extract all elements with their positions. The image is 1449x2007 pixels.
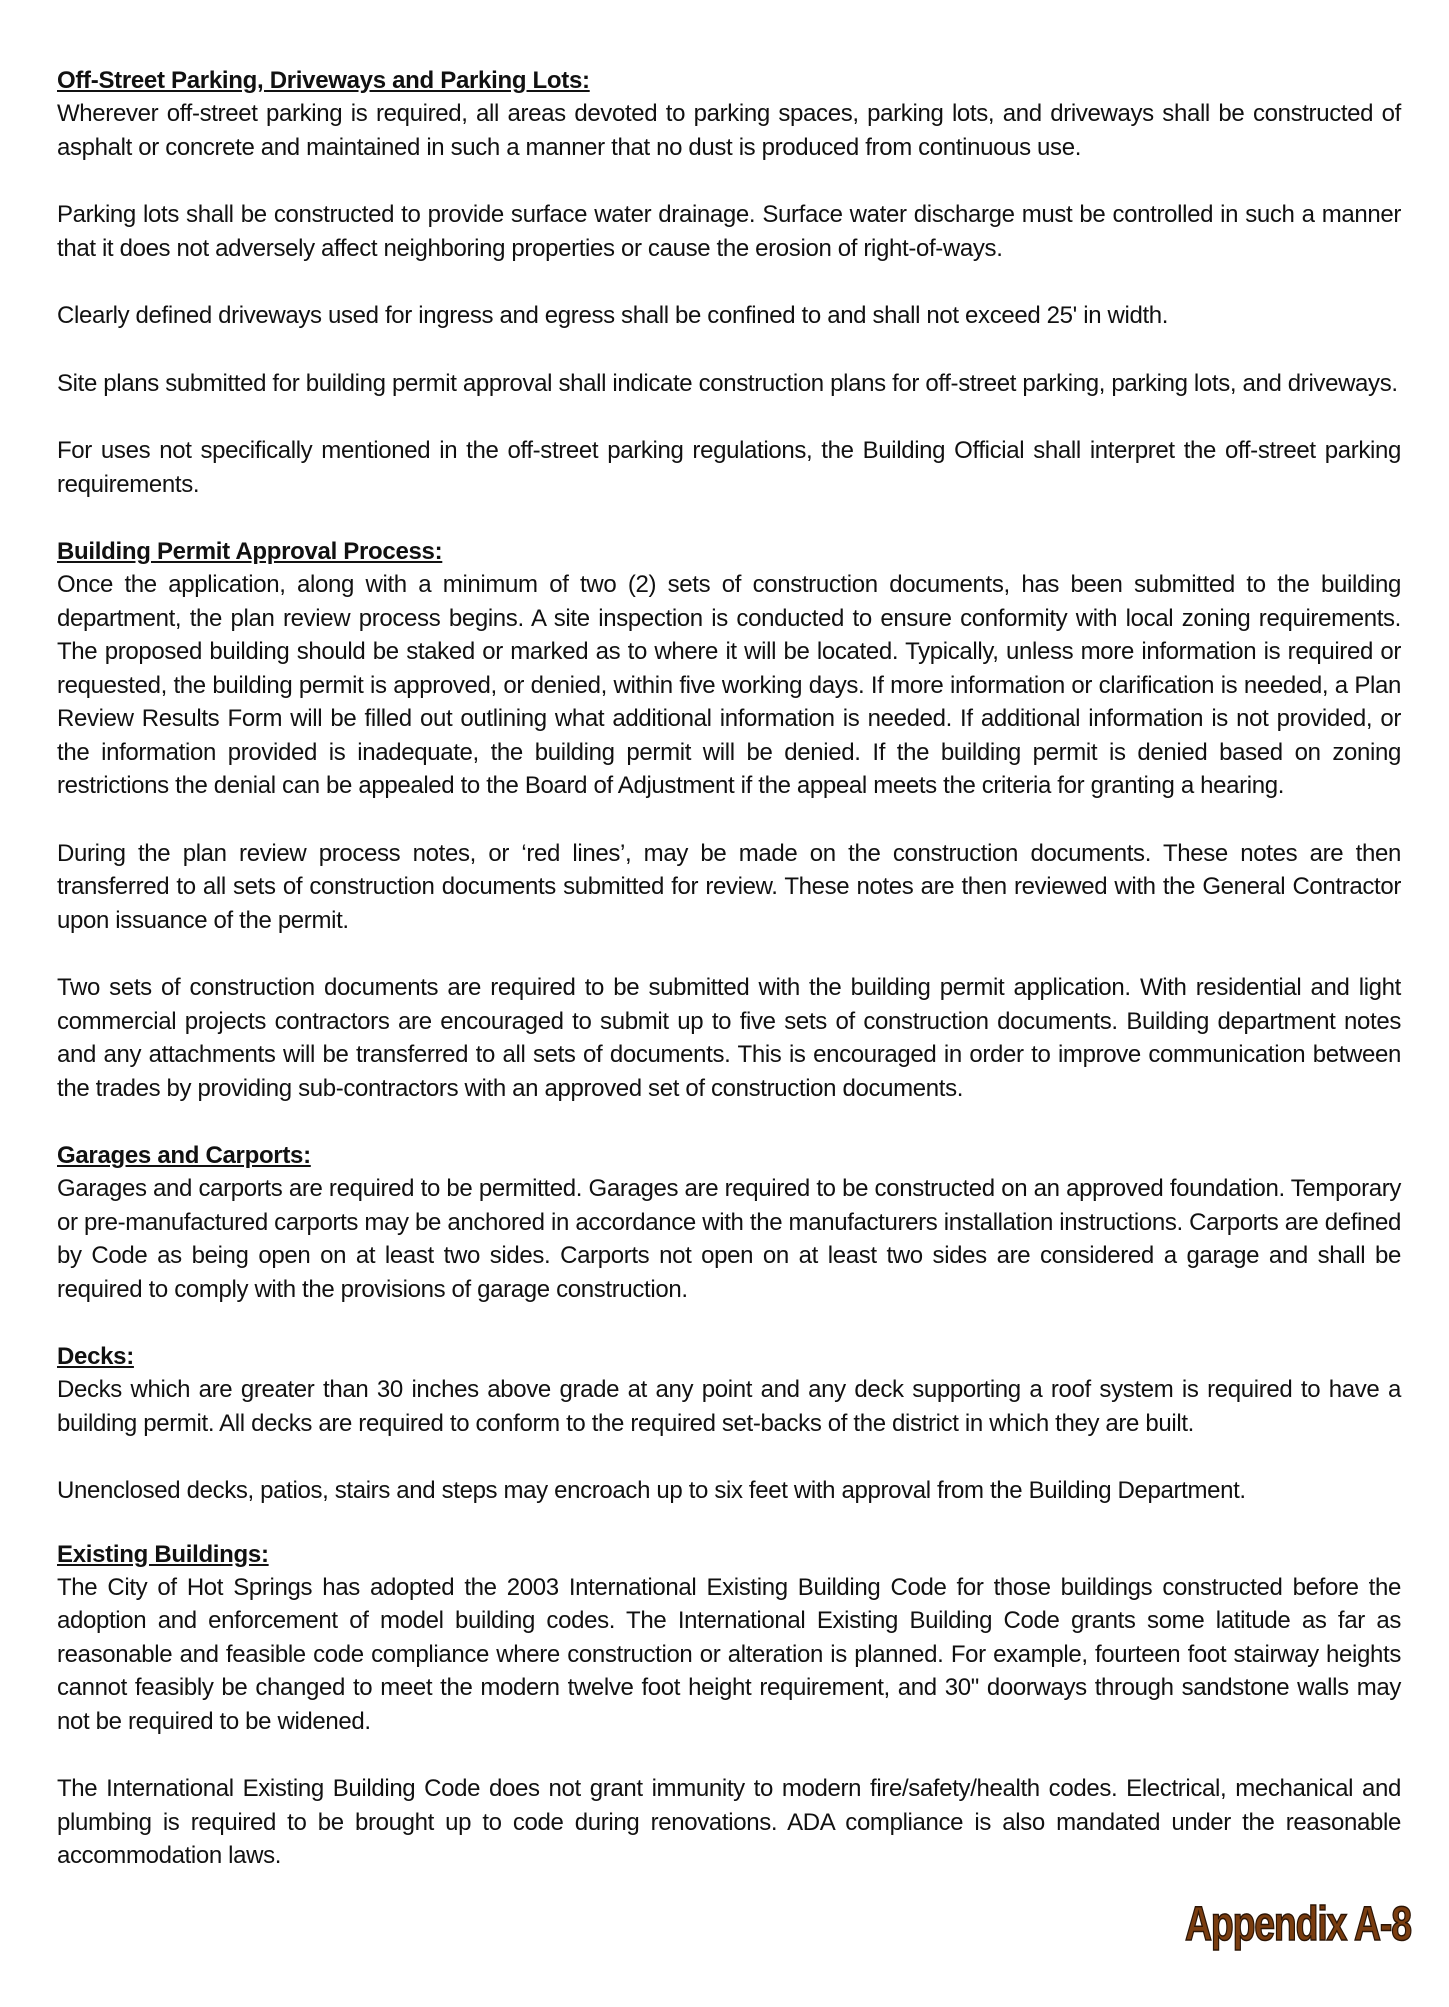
paragraph: The International Existing Building Code does not grant immunity to modern fire/safety/health codes. Electrical, mechanical and plumbing is required to be brought up to code during renovations. ADA compliance is also mandated under the reasonable accommodation laws.	[57, 1775, 1401, 1869]
section-heading: Garages and Carports:	[57, 1142, 311, 1169]
document-page	[57, 64, 1401, 1907]
paragraph: Clearly defined driveways used for ingress and egress shall be confined to and shall not exceed 25' in width.	[57, 302, 1169, 329]
paragraph: Parking lots shall be constructed to provide surface water drainage. Surface water discharge must be controlled in such a manner that it does not adversely affect neighboring properties or cause the erosion of right-of-ways.	[57, 201, 1401, 262]
section-heading: Decks:	[57, 1343, 134, 1370]
paragraph: Decks which are greater than 30 inches above grade at any point and any deck supporting a roof system is required to have a building permit. All decks are required to conform to the required set-backs of the district in which they are built.	[57, 1376, 1401, 1437]
appendix-label: Appendix A-8	[1185, 1898, 1411, 1951]
paragraph: Two sets of construction documents are required to be submitted with the building permit application. With residential and light commercial projects contractors are encouraged to submit up to five sets of construction documents. Building department notes and any attachments will be transferred to all sets of documents. This is encouraged in order to improve communication between the trades by providing sub-contractors with an approved set of construction documents.	[57, 974, 1401, 1102]
section-existing-buildings	[57, 1538, 1401, 1873]
paragraph: Wherever off-street parking is required, all areas devoted to parking spaces, parking lots, and driveways shall be constructed of asphalt or concrete and maintained in such a manner that no dust is produced from continuous use.	[57, 100, 1401, 161]
section-garages-and-carports	[57, 1139, 1401, 1306]
section-heading: Off-Street Parking, Driveways and Parking Lots:	[57, 67, 590, 94]
section-building-permit-approval	[57, 535, 1401, 1105]
paragraph: Unenclosed decks, patios, stairs and steps may encroach up to six feet with approval from the Building Department.	[57, 1477, 1246, 1504]
paragraph: During the plan review process notes, or ‘red lines’, may be made on the construction documents. These notes are then transferred to all sets of construction documents submitted for review. These notes are then reviewed with the General Contractor upon issuance of the permit.	[57, 839, 1401, 934]
section-heading: Existing Buildings:	[57, 1540, 269, 1568]
paragraph: Site plans submitted for building permit approval shall indicate construction plans for off-street parking, parking lots, and driveways.	[57, 369, 1398, 397]
section-decks	[57, 1340, 1401, 1508]
paragraph: For uses not specifically mentioned in the off-street parking regulations, the Building Official shall interpret the off-street parking requirements.	[57, 437, 1401, 498]
paragraph: Once the application, along with a minimum of two (2) sets of construction documents, has been submitted to the building department, the plan review process begins. A site inspection is conducted to ensure conformity with local zoning requirements. The proposed building should be staked or marked as to where it will be located. Typically, unless more information is required or requested, the building permit is approved, or denied, within five working days. If more information or clarification is needed, a Plan Review Results Form will be filled out outlining what additional information is needed. If additional information is not provided, or the information provided is inadequate, the building permit will be denied. If the building permit is denied based on zoning restrictions the denial can be appealed to the Board of Adjustment if the appeal meets the criteria for granting a hearing.	[57, 571, 1401, 799]
section-heading: Building Permit Approval Process:	[57, 538, 443, 565]
paragraph: Garages and carports are required to be permitted. Garages are required to be constructed on an approved foundation. Temporary or pre-manufactured carports may be anchored in accordance with the manufacturers installation instructions. Carports are defined by Code as being open on at least two sides. Carports not open on at least two sides are considered a garage and shall be required to comply with the provisions of garage construction.	[57, 1175, 1401, 1303]
section-off-street-parking	[57, 64, 1401, 501]
paragraph: The City of Hot Springs has adopted the 2003 International Existing Building Code for those buildings constructed before the adoption and enforcement of model building codes. The International Existing Building Code grants some latitude as far as reasonable and feasible code compliance where construction or alteration is planned. For example, fourteen foot stairway heights cannot feasibly be changed to meet the modern twelve foot height requirement, and 30" doorways through sandstone walls may not be required to be widened.	[57, 1573, 1401, 1735]
